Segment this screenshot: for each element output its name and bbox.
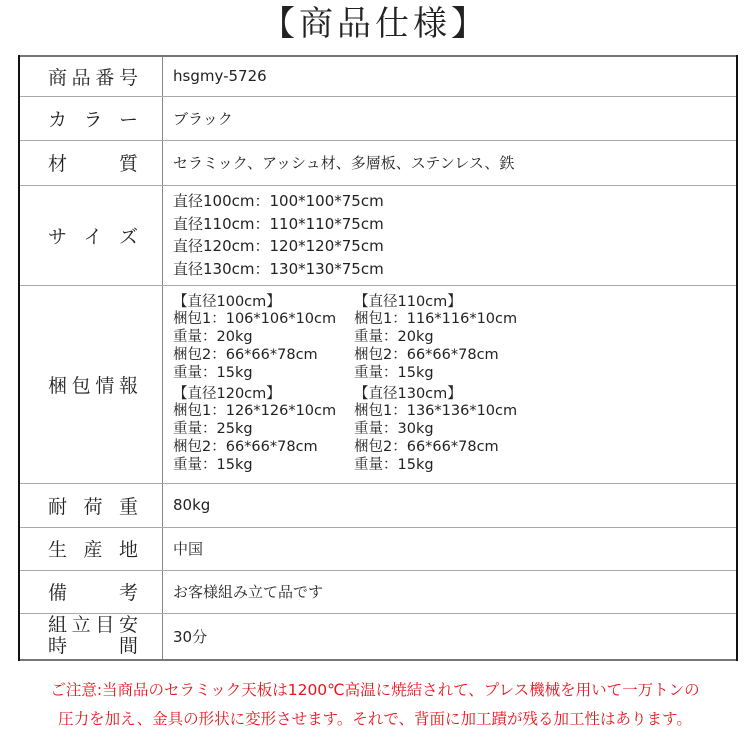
- packing-header: 【直径110cm】: [354, 293, 462, 310]
- label-char: 時: [48, 635, 68, 658]
- row-assembly-time: [19, 613, 737, 660]
- packing-line: 重量：20kg: [173, 329, 253, 346]
- packing-line: 梱包1：106*106*10cm: [173, 311, 337, 328]
- packing-group-100: [173, 294, 354, 383]
- row-material: [19, 140, 737, 185]
- label-remarks: [19, 570, 163, 613]
- label-char: 材: [48, 153, 68, 175]
- packing-line: 梱包2：66*66*78cm: [173, 346, 318, 363]
- row-product-number: [19, 56, 737, 96]
- label-char: 商: [48, 66, 68, 89]
- packing-header: 【直径120cm】: [173, 385, 281, 402]
- caution-note-line-2: 圧力を加え、金具の形状に変形させます。それで、背面に加工蹟が残る加工性はあります。: [58, 710, 692, 728]
- packing-line: 梱包1：126*126*10cm: [173, 403, 337, 420]
- label-char: サ: [48, 225, 68, 248]
- packing-line: 重量：15kg: [173, 364, 253, 381]
- value-product-number: hsgmy-5726: [163, 56, 738, 96]
- label-char: 質: [118, 153, 138, 175]
- packing-line: 重量：20kg: [354, 329, 434, 346]
- label-product-number: [19, 56, 163, 96]
- value-material: セラミック、アッシュ材、多層板、ステンレス、鉄: [163, 140, 738, 185]
- value-load: 80kg: [163, 483, 738, 527]
- label-char: 立: [71, 614, 91, 637]
- label-char: 荷: [83, 495, 103, 518]
- row-size: [19, 185, 737, 285]
- row-packing: [19, 285, 737, 483]
- packing-line: 梱包2：66*66*78cm: [354, 346, 499, 363]
- label-assembly-time: [19, 613, 163, 660]
- packing-line: 梱包2：66*66*78cm: [173, 438, 318, 455]
- packing-line: 梱包2：66*66*78cm: [354, 438, 499, 455]
- caution-note-line-1: ご注意:当商品のセラミック天板は1200℃高温に焼結されて、プレス機械を用いて一万トンの: [50, 681, 700, 699]
- label-origin: [19, 527, 163, 570]
- label-char: 産: [83, 539, 103, 561]
- label-char: 報: [118, 374, 138, 397]
- packing-line: 重量：15kg: [354, 364, 434, 381]
- value-color: ブラック: [163, 96, 738, 140]
- label-size: [19, 185, 163, 285]
- packing-line: 梱包1：116*116*10cm: [354, 311, 518, 328]
- label-char: 重: [118, 495, 138, 518]
- value-remarks: お客様組み立て品です: [163, 570, 738, 613]
- packing-header: 【直径100cm】: [173, 293, 281, 310]
- value-origin: 中国: [163, 527, 738, 570]
- spec-table: [18, 55, 738, 661]
- label-char: 考: [118, 582, 138, 604]
- row-remarks: [19, 570, 737, 613]
- value-packing: [163, 285, 738, 483]
- packing-group-130: [354, 386, 544, 475]
- label-packing: [19, 285, 163, 483]
- size-line: 直径120cm：120*120*75cm: [173, 237, 384, 255]
- label-char: 番: [95, 66, 115, 89]
- label-char: カ: [48, 108, 68, 131]
- value-assembly-time: 30分: [163, 613, 738, 660]
- label-char: 情: [95, 374, 115, 397]
- label-char: 包: [71, 374, 91, 397]
- label-char: 号: [118, 66, 138, 89]
- packing-group-120: [173, 386, 354, 475]
- packing-line: 重量：25kg: [173, 421, 253, 438]
- row-origin: [19, 527, 737, 570]
- label-color: [19, 96, 163, 140]
- label-char: ラ: [83, 108, 103, 131]
- size-line: 直径110cm：110*110*75cm: [173, 214, 384, 233]
- packing-line: 重量：15kg: [354, 456, 434, 473]
- label-char: 組: [48, 614, 68, 637]
- label-char: 目: [95, 614, 115, 637]
- row-color: [19, 96, 737, 140]
- packing-line: 重量：30kg: [354, 421, 434, 438]
- label-char: 耐: [48, 495, 68, 518]
- label-char: ー: [118, 108, 138, 131]
- page-title: 【商品仕様】: [261, 4, 489, 44]
- label-char: 生: [48, 539, 68, 561]
- value-size: [163, 185, 738, 285]
- packing-line: 梱包1：136*136*10cm: [354, 403, 518, 420]
- row-load: [19, 483, 737, 527]
- label-char: ズ: [118, 225, 138, 248]
- size-line: 直径130cm：130*130*75cm: [173, 259, 384, 278]
- packing-group-110: [354, 294, 544, 383]
- size-line: 直径100cm：100*100*75cm: [173, 192, 384, 210]
- label-material: [19, 140, 163, 185]
- packing-header: 【直径130cm】: [354, 385, 462, 402]
- label-char: 備: [48, 582, 68, 604]
- label-char: 安: [118, 614, 138, 637]
- label-char: 梱: [48, 374, 68, 397]
- label-char: 品: [71, 66, 91, 89]
- label-char: 地: [118, 539, 138, 561]
- label-char: イ: [83, 225, 103, 248]
- label-load: [19, 483, 163, 527]
- label-char: 間: [118, 635, 138, 658]
- packing-line: 重量：15kg: [173, 456, 253, 473]
